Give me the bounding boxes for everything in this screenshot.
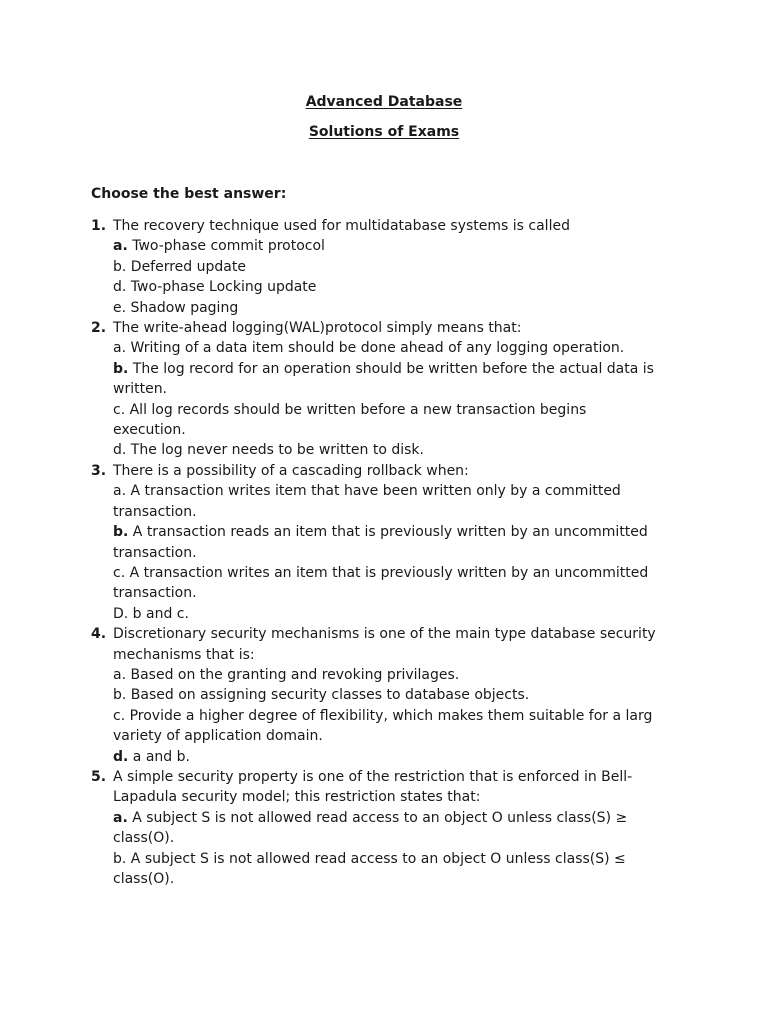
line-text: Lapadula security model; this restriction states that: — [113, 789, 481, 806]
line-text: a and b. — [128, 748, 190, 765]
line-text: c. Provide a higher degree of flexibility, which makes them suitable for a larg — [113, 707, 653, 724]
answer-option-line — [113, 338, 691, 358]
line-text: A subject S is not allowed read access to an object O unless class(S) ≥ — [127, 809, 628, 826]
question-number: 4. — [91, 626, 107, 643]
line-text: d. The log never needs to be written to disk. — [113, 442, 424, 459]
question-number: 1. — [91, 218, 107, 234]
question-text — [113, 767, 691, 787]
answer-option-line — [113, 400, 691, 420]
line-text: A transaction reads an item that is previously written by an uncommitted — [128, 524, 648, 541]
line-text: e. Shadow paging — [113, 299, 239, 316]
line-text: a. Based on the granting and revoking privilages. — [113, 666, 460, 683]
line-text: a. Writing of a data item should be done ahead of any logging operation. — [113, 340, 625, 357]
answer-option-line — [113, 257, 691, 277]
answer-option-line — [113, 706, 691, 726]
line-text: c. All log records should be written before a new transaction begins — [113, 401, 587, 418]
question-item — [91, 461, 691, 624]
answer-option-line — [113, 543, 691, 563]
answer-option-line — [113, 808, 691, 828]
answer-option-line — [113, 522, 691, 542]
line-text: b. Based on assigning security classes to database objects. — [113, 687, 530, 704]
question-number: 3. — [91, 462, 107, 479]
document-subtitle: Solutions of Exams — [308, 124, 460, 140]
line-text: The log record for an operation should be written before the actual data is — [128, 360, 654, 377]
answer-option-line — [113, 359, 691, 379]
correct-answer-letter: b. — [113, 360, 129, 377]
answer-option-line — [113, 481, 691, 501]
line-text: A simple security property is one of the restriction that is enforced in Bell- — [113, 768, 633, 785]
question-item — [91, 216, 691, 318]
line-text: b. Deferred update — [113, 258, 246, 275]
line-text: transaction. — [113, 503, 197, 520]
answer-option-line — [113, 502, 691, 522]
answer-option-line — [113, 236, 691, 256]
answer-option-line — [113, 726, 691, 746]
answer-option-line — [113, 828, 691, 848]
line-text: mechanisms that is: — [113, 646, 255, 663]
line-text: Two-phase commit protocol — [127, 238, 325, 255]
line-text: class(O). — [113, 830, 175, 847]
answer-option-line — [113, 665, 691, 685]
line-text: b. A subject S is not allowed read access to an object O unless class(S) ≤ — [113, 850, 626, 867]
answer-option-line — [113, 685, 691, 705]
correct-answer-letter: a. — [113, 238, 128, 255]
line-text: c. A transaction writes an item that is previously written by an uncommitted — [113, 564, 649, 581]
correct-answer-letter: b. — [113, 524, 129, 541]
line-text: D. b and c. — [113, 605, 189, 622]
question-item — [91, 624, 691, 767]
line-text: a. A transaction writes item that have been written only by a committed — [113, 483, 621, 500]
line-text: class(O). — [113, 871, 175, 887]
question-text — [113, 624, 691, 644]
answer-option-line — [113, 277, 691, 297]
line-text: execution. — [113, 422, 186, 439]
line-text: The write-ahead logging(WAL)protocol simply means that: — [113, 320, 522, 337]
answer-option-line — [113, 420, 691, 440]
question-item — [91, 767, 691, 889]
line-text: Discretionary security mechanisms is one of the main type database security — [113, 626, 656, 643]
line-text: written. — [113, 381, 168, 398]
correct-answer-letter: d. — [113, 748, 129, 765]
line-text: variety of application domain. — [113, 728, 323, 745]
answer-option-line — [113, 747, 691, 767]
answer-option-line — [113, 440, 691, 460]
line-text: d. Two-phase Locking update — [113, 279, 317, 296]
question-text — [113, 461, 691, 481]
answer-option-line — [113, 787, 691, 807]
answer-option-line — [113, 583, 691, 603]
question-text — [113, 216, 691, 236]
answer-option-line — [113, 298, 691, 318]
question-number: 2. — [91, 320, 107, 337]
question-list — [91, 216, 691, 889]
line-text: transaction. — [113, 544, 197, 561]
answer-option-line — [113, 563, 691, 583]
answer-option-line — [113, 849, 691, 869]
answer-option-line — [113, 645, 691, 665]
question-number: 5. — [91, 768, 107, 785]
answer-option-line — [113, 604, 691, 624]
question-item — [91, 318, 691, 461]
instruction-heading: Choose the best answer: — [91, 186, 287, 202]
line-text: The recovery technique used for multidatabase systems is called — [113, 218, 570, 234]
line-text: There is a possibility of a cascading rollback when: — [113, 462, 469, 479]
document-title: Advanced Database — [305, 94, 463, 110]
line-text: transaction. — [113, 585, 197, 602]
answer-option-line — [113, 869, 691, 889]
question-text — [113, 318, 691, 338]
answer-option-line — [113, 379, 691, 399]
correct-answer-letter: a. — [113, 809, 128, 826]
